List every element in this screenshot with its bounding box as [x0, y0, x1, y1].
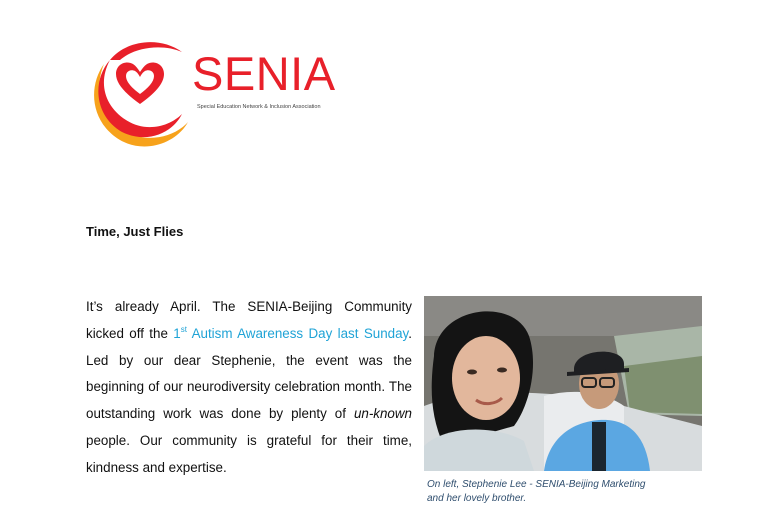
- senia-heart-swirl-icon: [86, 34, 196, 152]
- article-paragraph: [86, 294, 412, 482]
- paragraph-text-2: . Led by our dear Stephenie, the event was the beginning of our neurodiversity celebration month. The outstanding work was done by plenty of: [86, 325, 412, 422]
- car-selfie-photo: [424, 296, 702, 471]
- paragraph-text-3: people. Our community is grateful for their time, kindness and expertise.: [86, 432, 412, 475]
- highlight-number: 1: [173, 325, 181, 341]
- highlight-text: Autism Awareness Day last Sunday: [186, 325, 409, 341]
- photo-caption: On left, Stephenie Lee - SENIA-Beijing Marketing and her lovely brother.: [427, 479, 646, 504]
- paragraph-text-1: It’s already April. The SENIA-Beijing Community kicked off the: [86, 299, 412, 341]
- logo-tagline: Special Education Network & Inclusion Association: [197, 104, 321, 110]
- paragraph-emphasis: un-known: [353, 406, 412, 422]
- article-title: Time, Just Flies: [86, 224, 184, 239]
- autism-awareness-day-link[interactable]: [173, 326, 408, 341]
- highlight-ordinal: st: [180, 324, 187, 334]
- senia-logo: [86, 34, 346, 152]
- logo-wordmark: SENIA: [192, 47, 336, 100]
